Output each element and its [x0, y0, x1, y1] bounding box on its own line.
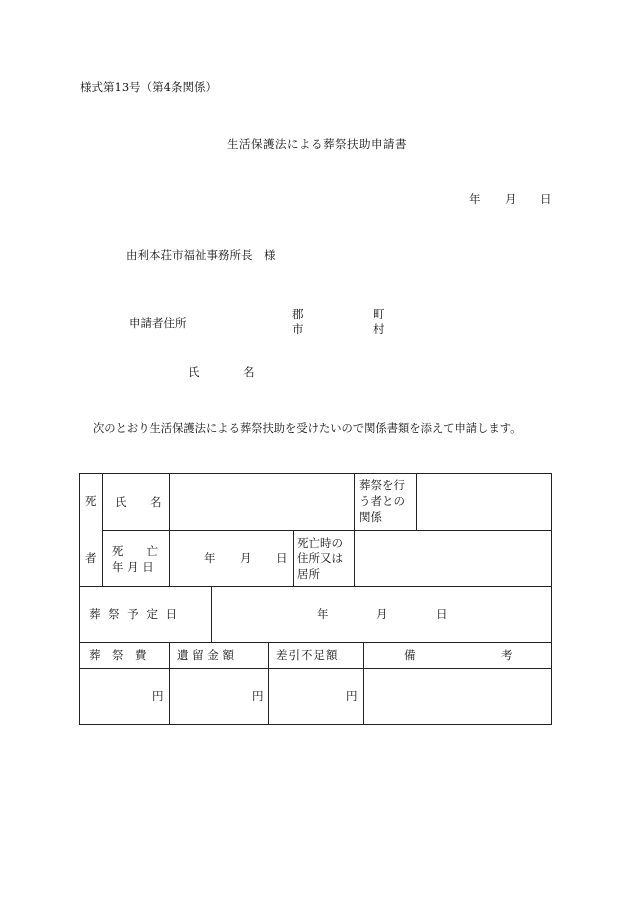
addressee: 由利本荘市福祉事務所長 様 [126, 248, 276, 262]
header-estate-amount: 遺 留 金 額 [177, 648, 234, 662]
funeral-date-day-label: 日 [436, 607, 448, 621]
estate-amount-yen: 円 [252, 689, 264, 703]
form-title: 生活保護法による葬祭扶助申請書 [227, 137, 407, 151]
header-shortfall-amount: 差引不足額 [276, 648, 339, 662]
table-line-col-relation-value [416, 473, 417, 530]
table-border-right [551, 473, 552, 725]
table-line-row4 [79, 668, 552, 669]
table-line-col-funeral-date [211, 586, 212, 642]
deceased-label-first: 死 [85, 494, 97, 508]
funeral-date-year-label: 年 [317, 607, 329, 621]
header-funeral-cost: 葬 祭 費 [89, 648, 147, 662]
date-year-label: 年 [469, 192, 481, 206]
table-line-col-relation [354, 473, 355, 586]
table-line-col-remarks [363, 642, 364, 725]
death-date-day-label: 日 [276, 551, 288, 565]
gun-label: 郡 [292, 307, 304, 321]
name-label-first: 氏 [188, 365, 200, 379]
residence-label-line1: 死亡時の [297, 536, 343, 550]
shi-label: 市 [292, 322, 304, 336]
table-border-left [79, 473, 80, 725]
deceased-label-second: 者 [85, 551, 97, 565]
header-remarks-second: 考 [501, 648, 513, 662]
shortfall-amount-yen: 円 [346, 689, 358, 703]
name-label-second: 名 [243, 365, 255, 379]
deceased-name-label-first: 氏 [115, 495, 127, 509]
death-date-label-line2: 年 月 日 [112, 560, 154, 574]
mura-label: 村 [373, 322, 385, 336]
header-remarks-first: 備 [404, 648, 416, 662]
date-day-label: 日 [540, 192, 552, 206]
funeral-cost-yen: 円 [152, 689, 164, 703]
machi-label: 町 [373, 307, 385, 321]
death-date-year-label: 年 [204, 551, 216, 565]
table-line-col-residence [293, 530, 294, 586]
residence-label-line3: 居所 [297, 567, 320, 581]
date-month-label: 月 [505, 192, 517, 206]
form-number: 様式第13号（第4条関係） [80, 80, 217, 94]
relation-label-line1: 葬祭を行 [359, 478, 405, 492]
table-line-col-label [169, 473, 170, 586]
table-line-col-shortfall [268, 642, 269, 725]
funeral-date-label: 葬 祭 予 定 日 [89, 607, 180, 621]
residence-label-line2: 住所又は [297, 551, 343, 565]
applicant-address-label: 申請者住所 [129, 316, 187, 330]
table-border-top [79, 473, 552, 474]
application-statement: 次のとおり生活保護法による葬祭扶助を受けたいので関係書類を添えて申請します。 [93, 422, 522, 435]
table-line-col-estate [169, 642, 170, 725]
relation-label-line3: 関係 [359, 510, 382, 524]
deceased-name-label-second: 名 [150, 495, 162, 509]
relation-label-line2: う者との [359, 494, 405, 508]
table-line-col-deceased [102, 473, 103, 586]
funeral-date-month-label: 月 [376, 607, 388, 621]
death-date-label-line1: 死 亡 [112, 544, 158, 558]
table-line-row3 [79, 642, 552, 643]
table-line-row2 [79, 586, 552, 587]
table-border-bottom [79, 724, 552, 725]
death-date-month-label: 月 [240, 551, 252, 565]
